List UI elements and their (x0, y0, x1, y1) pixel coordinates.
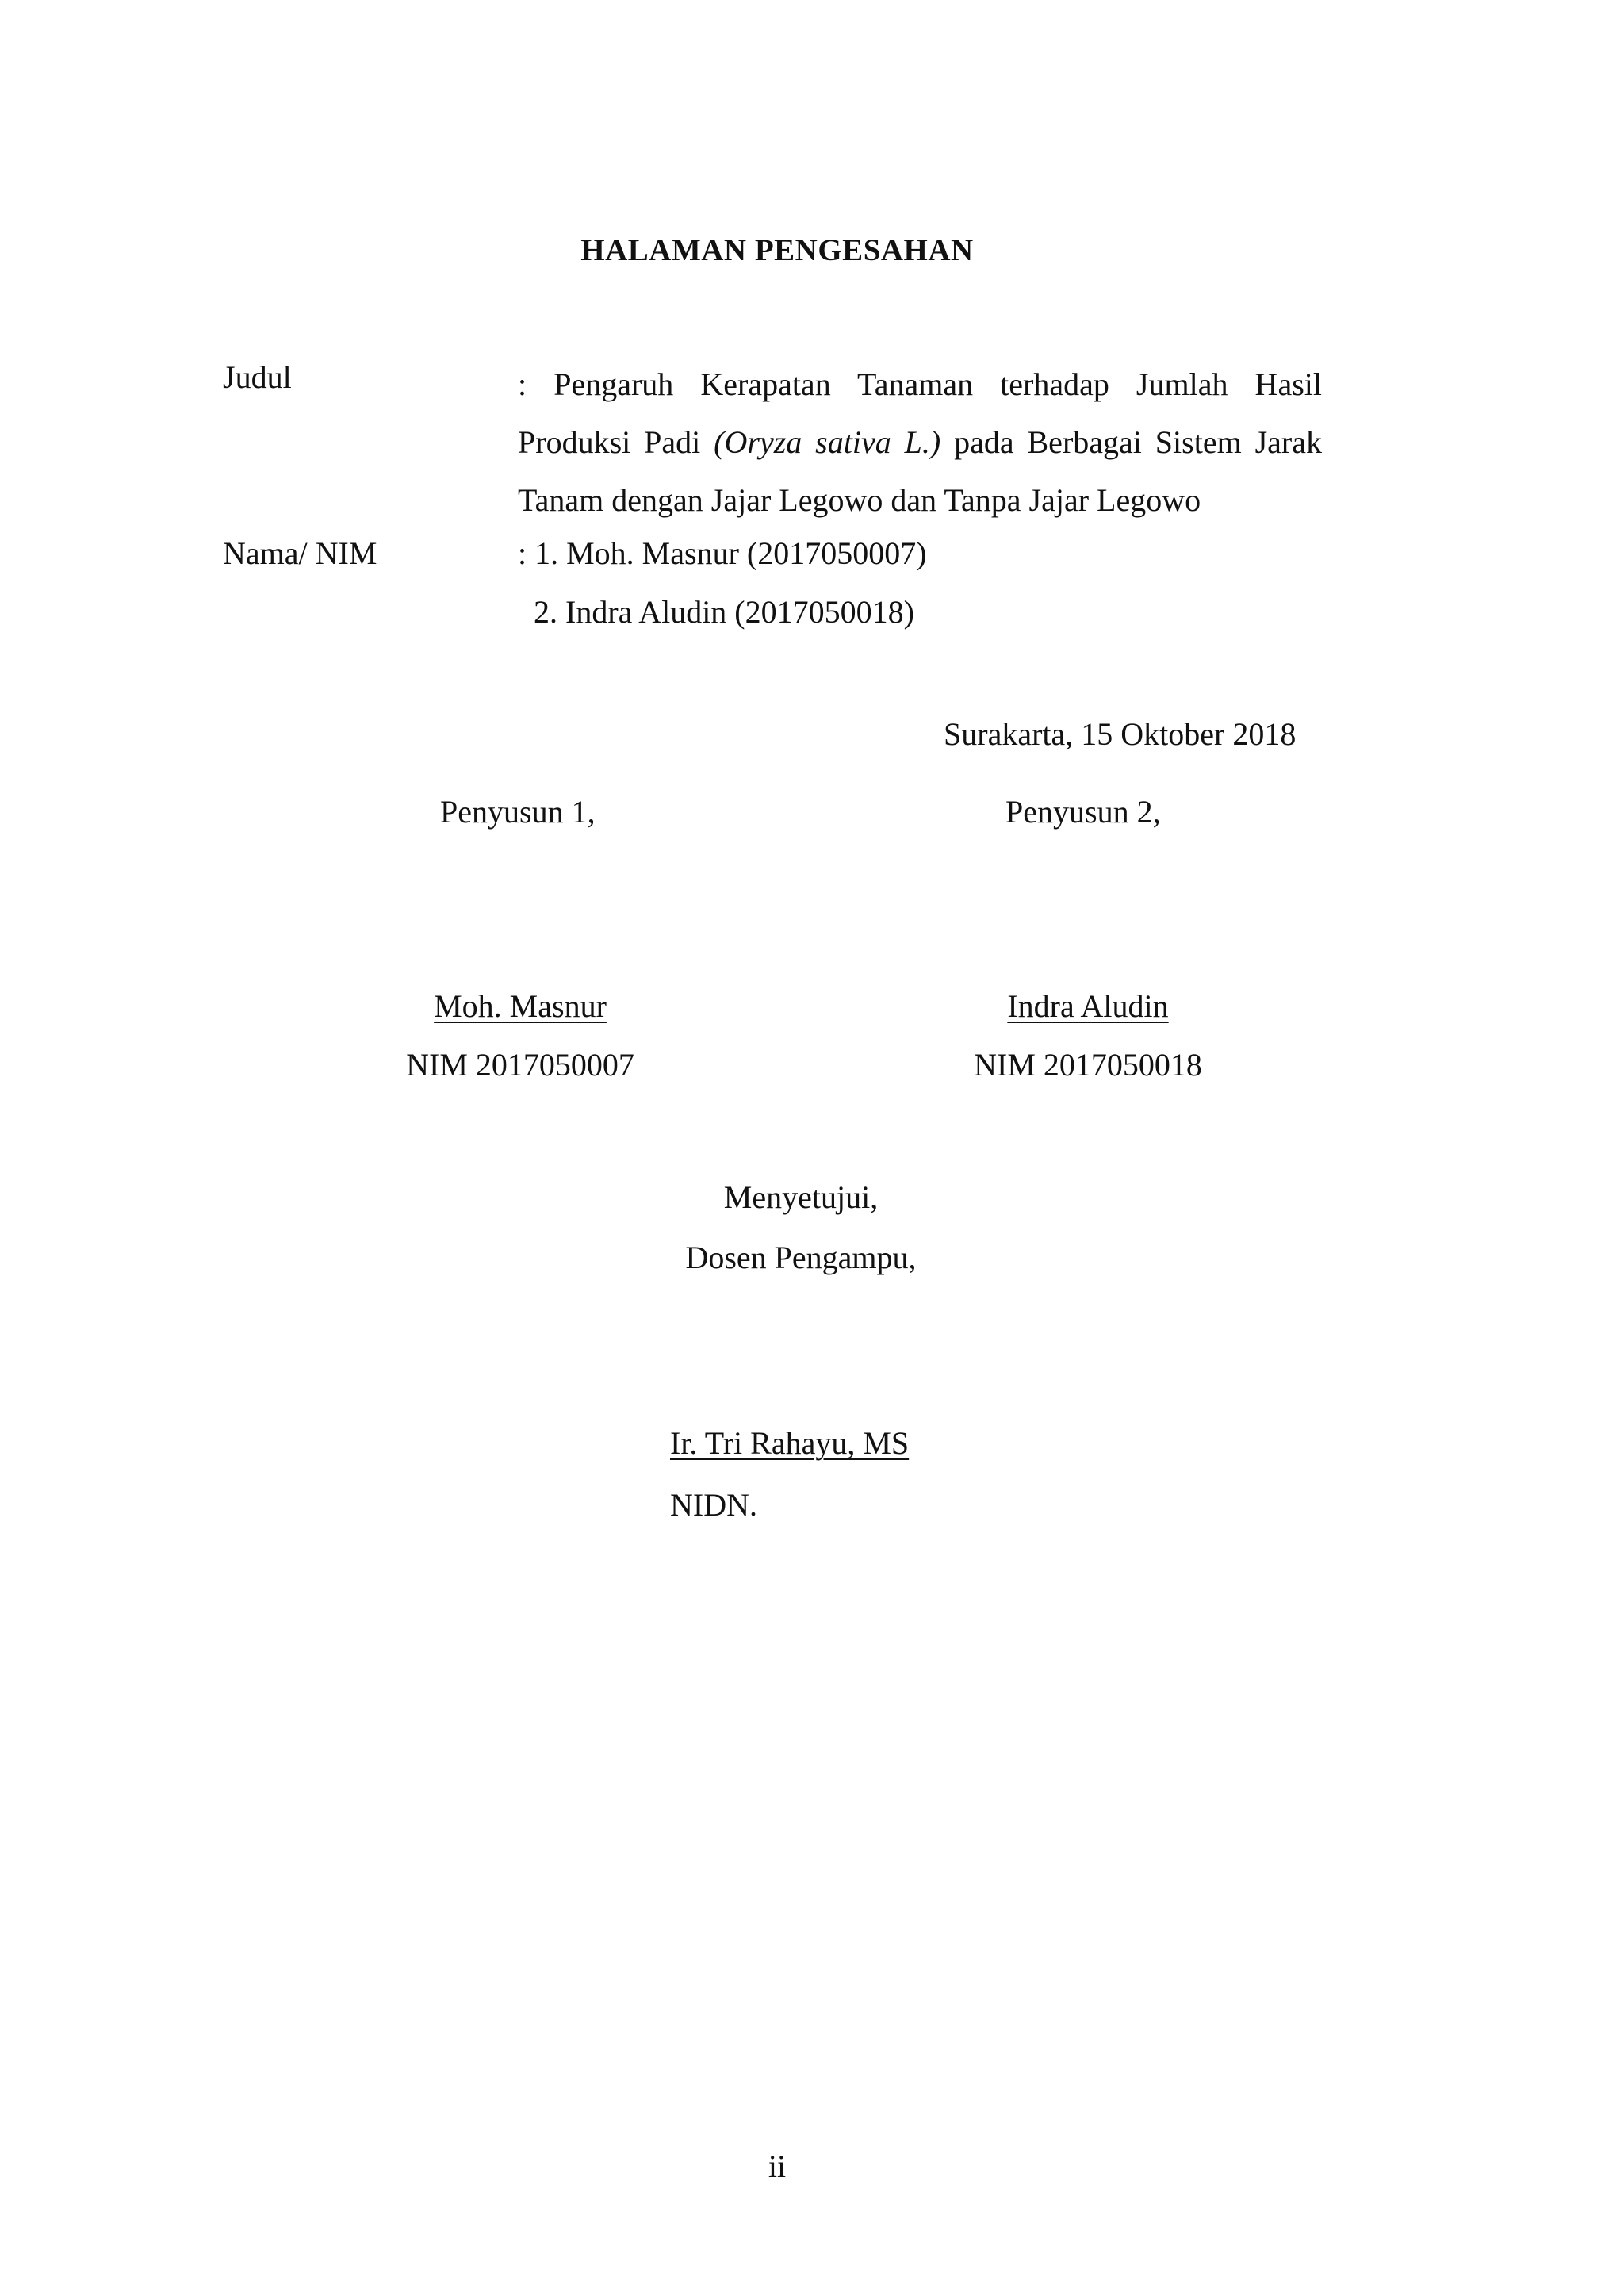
approver-name (670, 1425, 910, 1461)
page-number: ii (768, 2148, 787, 2184)
judul-line-2 (518, 413, 1322, 471)
penyusun-2-nim: NIM 2017050018 (974, 1047, 1202, 1083)
penyusun-1-role: Penyusun 1, (440, 794, 596, 830)
penyusun-1-name (365, 988, 676, 1024)
judul-line-2-pre: Produksi Padi (518, 424, 714, 460)
judul-line-2-post: pada Berbagai Sistem Jarak (940, 424, 1322, 460)
penyusun-2-name-text: Indra Aludin (1007, 988, 1169, 1024)
page-title: HALAMAN PENGESAHAN (580, 233, 974, 267)
judul-label: Judul (223, 359, 292, 395)
nama-line-2: 2. Indra Aludin (2017050018) (534, 594, 914, 630)
judul-line-2-italic: (Oryza sativa L.) (714, 424, 941, 460)
penyusun-2-name (933, 988, 1243, 1024)
penyusun-1-name-text: Moh. Masnur (434, 988, 607, 1024)
approver-id-label: NIDN. (670, 1487, 757, 1523)
approval-label: Menyetujui, (723, 1179, 879, 1215)
penyusun-1-nim: NIM 2017050007 (406, 1047, 634, 1083)
judul-value (518, 355, 1322, 529)
judul-line-3: Tanam dengan Jajar Legowo dan Tanpa Jajar Legowo (518, 482, 1201, 518)
penyusun-2-role: Penyusun 2, (1005, 794, 1161, 830)
date-place: Surakarta, 15 Oktober 2018 (944, 716, 1297, 752)
nama-label: Nama/ NIM (223, 535, 377, 571)
nama-line-1: : 1. Moh. Masnur (2017050007) (518, 535, 927, 571)
judul-line-1: : Pengaruh Kerapatan Tanaman terhadap Jumlah Hasil (518, 366, 1322, 402)
approval-role: Dosen Pengampu, (685, 1240, 917, 1275)
approver-name-text: Ir. Tri Rahayu, MS (670, 1425, 910, 1461)
